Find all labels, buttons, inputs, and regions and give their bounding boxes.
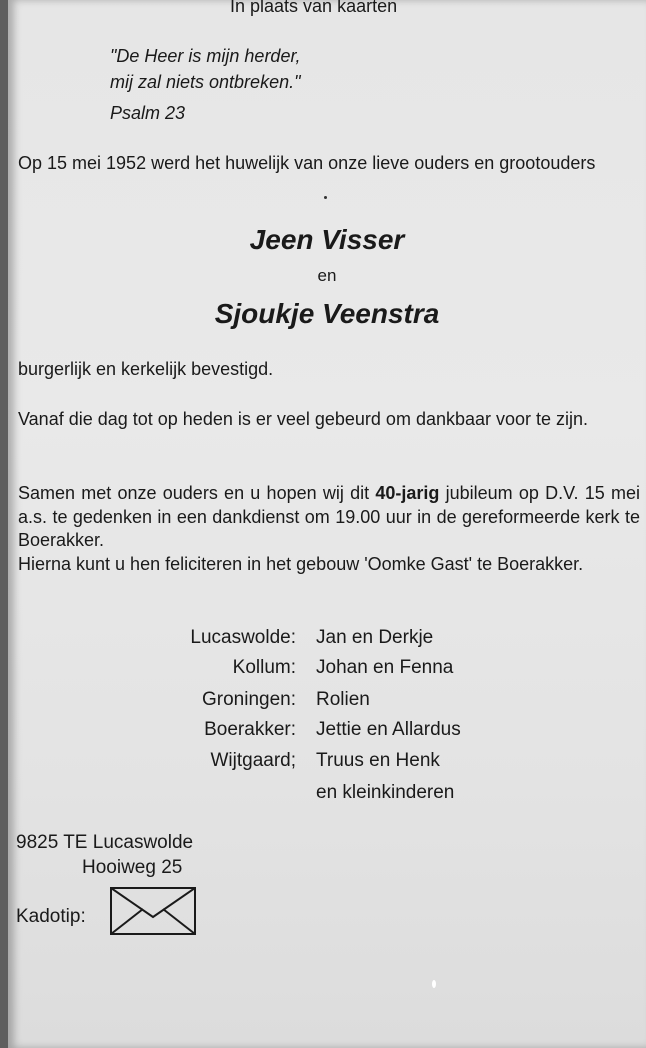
family-place: Kollum: xyxy=(232,657,296,678)
gift-tip-label: Kadotip: xyxy=(16,906,86,927)
family-names: Rolien xyxy=(316,689,370,710)
confirmation-paragraph: burgerlijk en kerkelijk bevestigd. xyxy=(18,359,274,379)
header-text: In plaats van kaarten xyxy=(230,0,398,16)
envelope-icon xyxy=(110,887,196,935)
ink-speck xyxy=(324,196,327,199)
reception-paragraph: Hierna kunt u hen feliciteren in het gebouw 'Oomke Gast' te Boerakker. xyxy=(18,554,584,574)
family-names: Jan en Derkje xyxy=(316,627,434,648)
name-groom: Jeen Visser xyxy=(249,224,405,255)
name-bride: Sjoukje Veenstra xyxy=(214,298,440,329)
jubilee-years: 40-jarig xyxy=(375,483,440,503)
name-connector: en xyxy=(317,266,337,285)
family-place: Lucaswolde: xyxy=(190,627,296,648)
jubilee-text-after: jubileum op D.V. 15 mei a.s. te gedenken in een dankdienst om 19.00 uur in de gereformeerde kerk te Boerakker. xyxy=(18,483,640,550)
family-place: Groningen: xyxy=(201,689,296,710)
jubilee-paragraph xyxy=(18,482,640,553)
address-line-1: 9825 TE Lucaswolde xyxy=(16,832,194,853)
family-names: Jettie en Allardus xyxy=(316,719,461,740)
jubilee-text-before: Samen met onze ouders en u hopen wij dit xyxy=(18,483,376,503)
address-line-2: Hooiweg 25 xyxy=(82,857,183,878)
announcement-card xyxy=(8,0,646,1048)
quote-line-1: "De Heer is mijn herder, xyxy=(110,46,301,66)
gratitude-paragraph: Vanaf die dag tot op heden is er veel gebeurd om dankbaar voor te zijn. xyxy=(18,409,589,429)
paper-mark xyxy=(432,980,436,988)
quote-source: Psalm 23 xyxy=(110,103,186,123)
family-place: Wijtgaard; xyxy=(210,750,296,771)
family-names: Truus en Henk xyxy=(316,750,440,771)
family-place: Boerakker: xyxy=(204,719,296,740)
grandchildren-text: en kleinkinderen xyxy=(316,782,455,803)
intro-paragraph: Op 15 mei 1952 werd het huwelijk van onze lieve ouders en grootouders xyxy=(18,153,596,173)
quote-line-2: mij zal niets ontbreken." xyxy=(110,72,301,92)
family-names: Johan en Fenna xyxy=(316,657,454,678)
